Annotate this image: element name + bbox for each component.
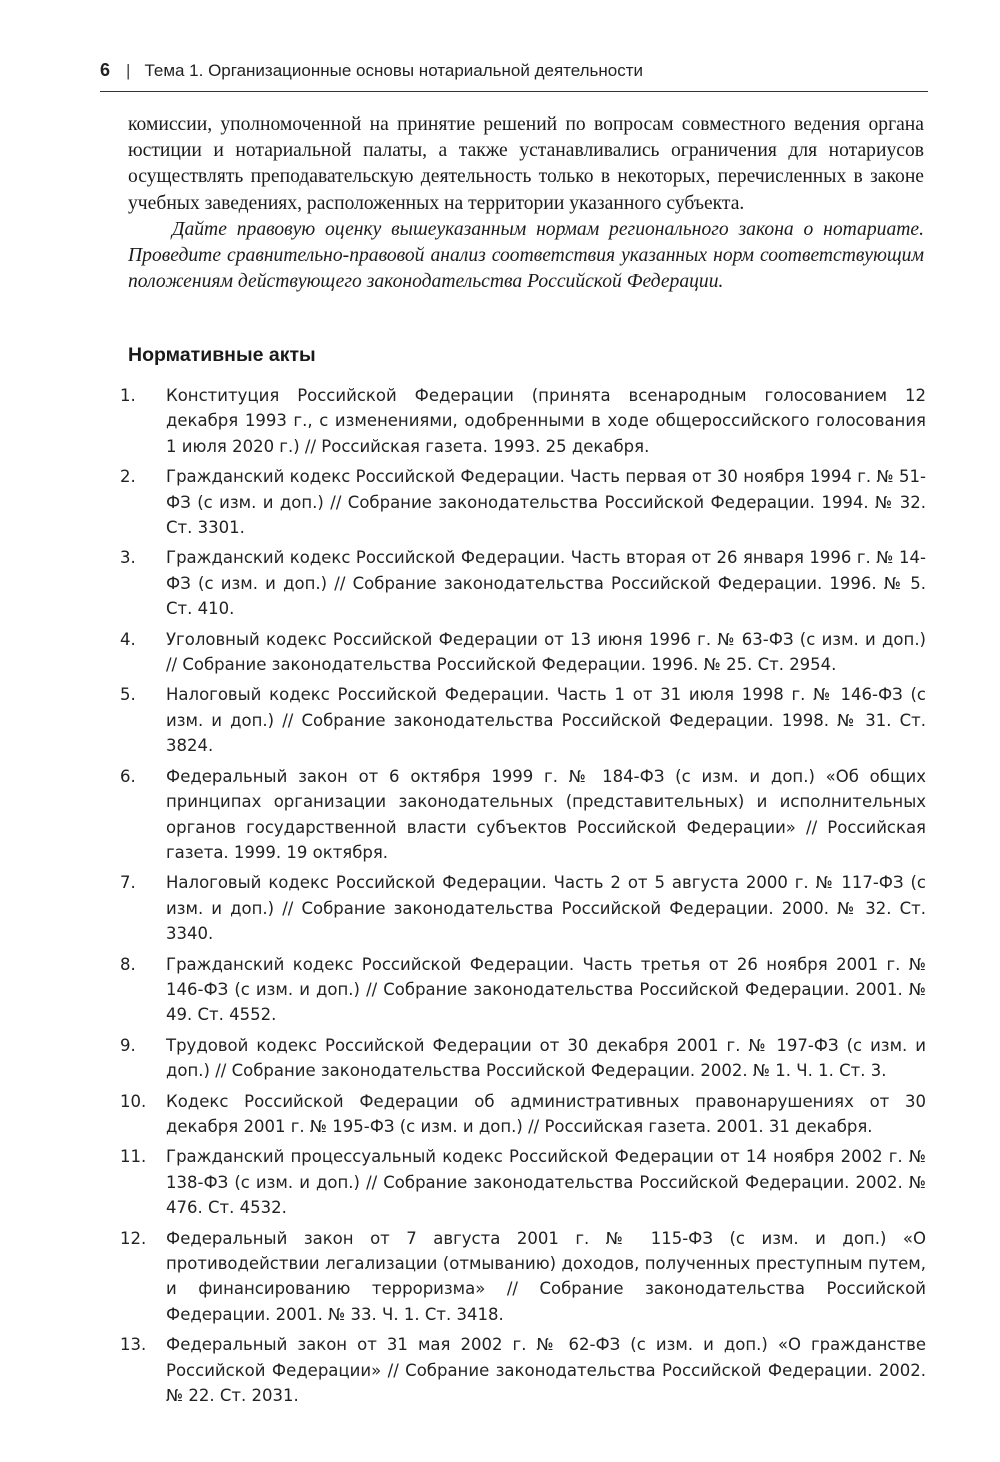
item-text: Гражданский кодекс Российской Федерации. Часть вторая от 26 января 1996 г. № 14-ФЗ (с изм. и доп.) // Собрание законодательства Российской Федерации. 1996. № 5. Ст. 410. (166, 548, 926, 619)
item-number: 8. (120, 954, 136, 974)
normative-acts-list (118, 383, 926, 1413)
list-item (118, 1033, 926, 1084)
item-text: Налоговый кодекс Российской Федерации. Часть 2 от 5 августа 2000 г. № 117-ФЗ (с изм. и доп.) // Собрание законодательства Российской Федерации. 2000. № 32. Ст. 3340. (166, 873, 926, 944)
list-item (118, 464, 926, 540)
list-item (118, 1226, 926, 1328)
list-item (118, 682, 926, 758)
item-number: 4. (120, 629, 136, 649)
item-text: Налоговый кодекс Российской Федерации. Часть 1 от 31 июля 1998 г. № 146-ФЗ (с изм. и доп.) // Собрание законодательства Российской Федерации. 1998. № 31. Ст. 3824. (166, 685, 926, 756)
item-text: Конституция Российской Федерации (принята всенародным голосованием 12 декабря 1993 г., с изменениями, одобренными в ходе общероссийского голосования 1 июля 2020 г.) // Российская газета. 1993. 25 декабря. (166, 386, 926, 456)
item-number: 10. (120, 1091, 147, 1111)
list-item (118, 545, 926, 621)
item-number: 12. (120, 1228, 147, 1248)
section-title: Нормативные акты (128, 344, 316, 366)
list-item (118, 952, 926, 1028)
item-number: 5. (120, 685, 136, 705)
header-separator: | (126, 60, 131, 80)
item-number: 6. (120, 766, 136, 786)
item-text: Федеральный закон от 6 октября 1999 г. № 184-ФЗ (с изм. и доп.) «Об общих принципах организации законодательных (представительных) и исполнительных органов государственной власти субъектов Российской Федерации» // Российская газета. 1999. 19 октября. (166, 766, 926, 862)
item-number: 13. (120, 1335, 147, 1355)
list-item (118, 1089, 926, 1140)
item-number: 3. (120, 548, 136, 568)
continuation-paragraph: комиссии, уполномоченной на принятие решений по вопросам совместного ведения органа юстиции и нотариальной палаты, а также устанавливались ограничения для нотариусов осуществлять преподавательскую деятельность только в некоторых, перечисленных в законе учебных заведениях, расположенных на территории указанного субъекта. (128, 114, 924, 214)
running-header (100, 60, 928, 92)
item-text: Трудовой кодекс Российской Федерации от 30 декабря 2001 г. № 197-ФЗ (с изм. и доп.) // Собрание законодательства Российской Федерации. 2002. № 1. Ч. 1. Ст. 3. (166, 1035, 926, 1081)
task-paragraph: Дайте правовую оценку вышеуказанным нормам регионального закона о нотариате. Проведите сравнительно-правовой анализ соответствия указанных норм соответствующим положениям действующего законодательства Российской Федерации. (128, 218, 924, 293)
item-number: 9. (120, 1035, 136, 1055)
item-number: 1. (120, 386, 136, 405)
list-item (118, 627, 926, 678)
page-number: 6 (100, 60, 111, 80)
list-item (118, 383, 926, 459)
intro-text (128, 112, 924, 295)
item-text: Гражданский процессуальный кодекс Российской Федерации от 14 ноября 2002 г. № 138-ФЗ (с изм. и доп.) // Собрание законодательства Российской Федерации. 2002. № 476. Ст. 4532. (166, 1147, 926, 1218)
list-item (118, 870, 926, 946)
item-text: Гражданский кодекс Российской Федерации. Часть третья от 26 ноября 2001 г. № 146-ФЗ (с изм. и доп.) // Собрание законодательства Российской Федерации. 2001. № 49. Ст. 4552. (166, 954, 926, 1025)
item-number: 11. (120, 1147, 147, 1167)
list-item (118, 1332, 926, 1408)
item-text: Гражданский кодекс Российской Федерации. Часть первая от 30 ноября 1994 г. № 51-ФЗ (с изм. и доп.) // Собрание законодательства Российской Федерации. 1994. № 32. Ст. 3301. (166, 467, 926, 538)
item-text: Уголовный кодекс Российской Федерации от 13 июня 1996 г. № 63-ФЗ (с изм. и доп.) // Собрание законодательства Российской Федерации. 1996. № 25. Ст. 2954. (166, 629, 926, 675)
list-item (118, 1144, 926, 1220)
item-text: Кодекс Российской Федерации об административных правонарушениях от 30 декабря 2001 г. № 195-ФЗ (с изм. и доп.) // Российская газета. 2001. 31 декабря. (166, 1091, 926, 1136)
list-item (118, 764, 926, 866)
item-text: Федеральный закон от 31 мая 2002 г. № 62-ФЗ (с изм. и доп.) «О гражданстве Российской Федерации» // Собрание законодательства Российской Федерации. 2002. № 22. Ст. 2031. (166, 1335, 926, 1406)
item-number: 2. (120, 467, 136, 487)
running-title: Тема 1. Организационные основы нотариальной деятельности (144, 60, 644, 80)
item-number: 7. (120, 873, 136, 893)
item-text: Федеральный закон от 7 августа 2001 г. № 115-ФЗ (с изм. и доп.) «О противодействии легализации (отмыванию) доходов, полученных преступным путем, и финансированию терроризма» // Собрание законодательства Российской Федерации. 2001. № 33. Ч. 1. Ст. 3418. (166, 1228, 926, 1324)
